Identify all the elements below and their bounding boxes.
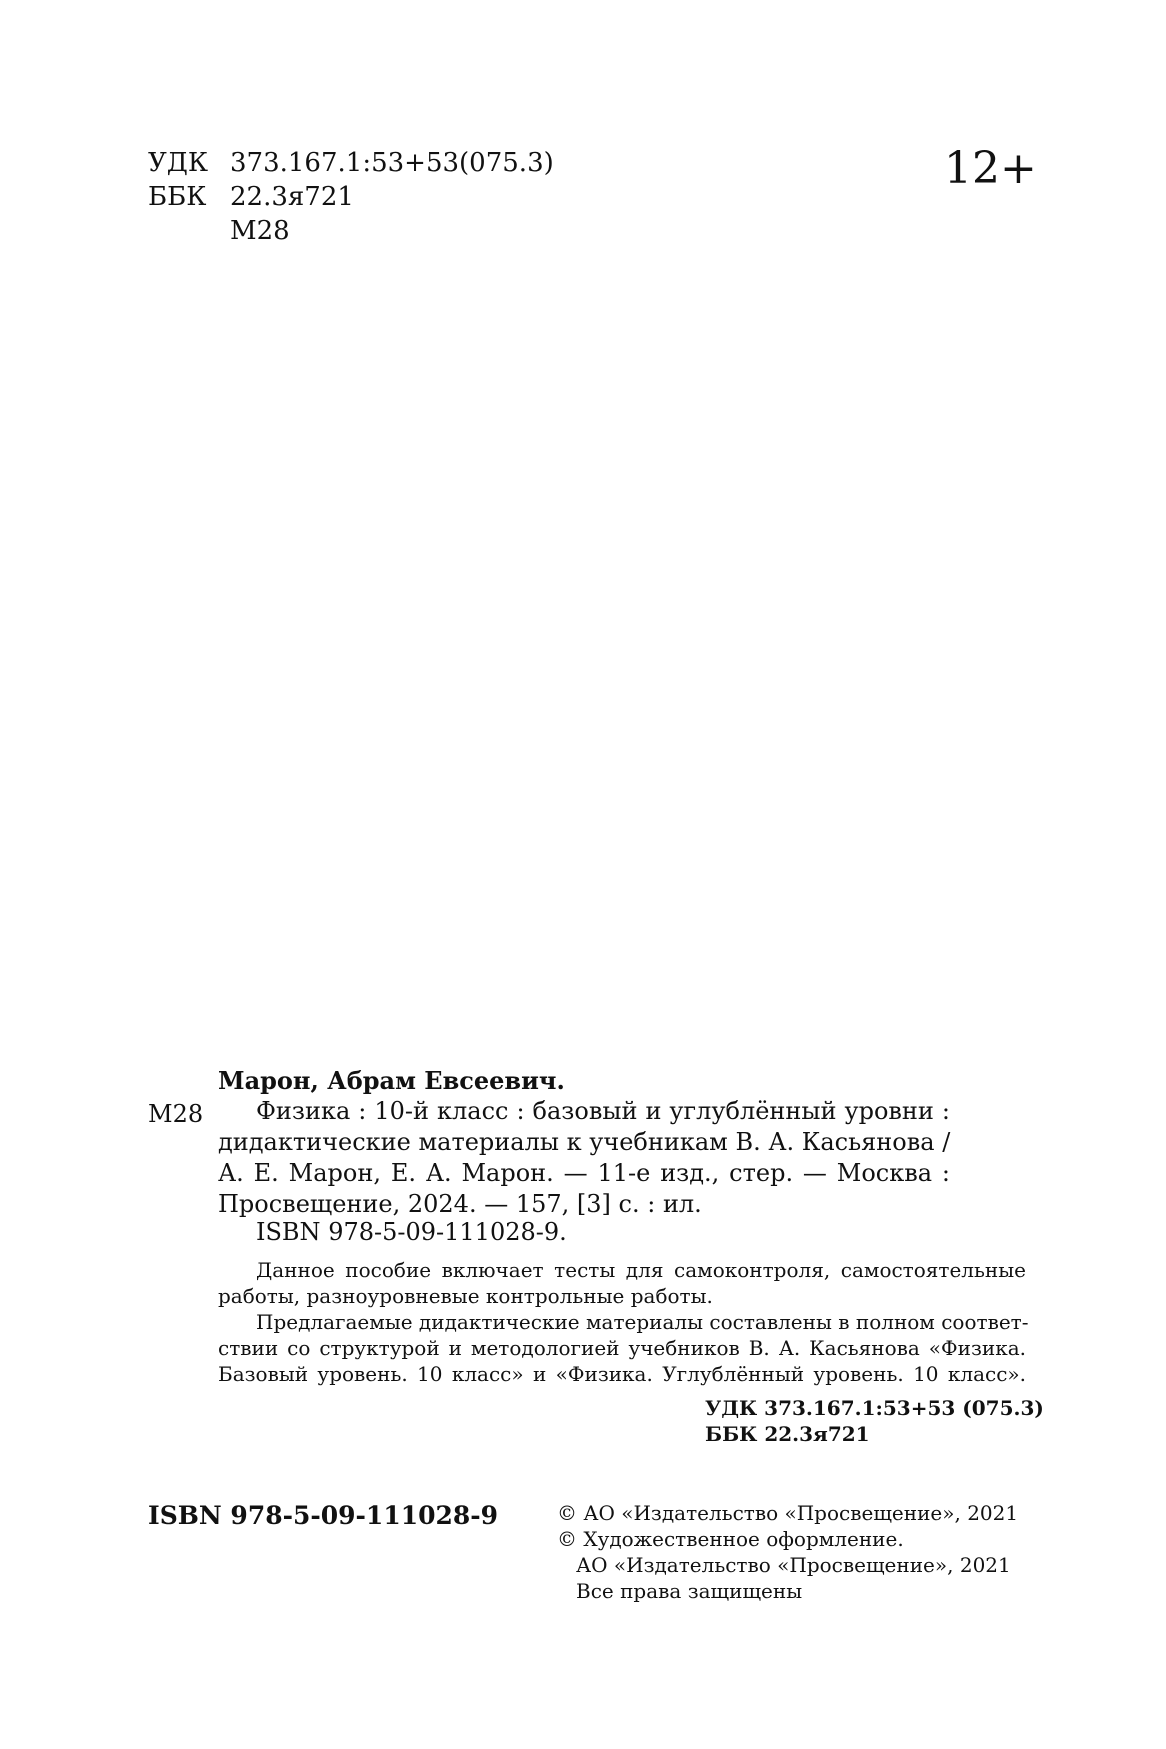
copyright-line: Все права защищены (576, 1579, 803, 1603)
record-line: Физика : 10-й класс : базовый и углублённый уровни : (256, 1097, 950, 1125)
bbk-label: ББК (148, 182, 207, 212)
bbk-value: 22.3я721 (230, 182, 354, 212)
annotation-line: работы, разноуровневые контрольные работы. (218, 1284, 713, 1308)
record-line: Просвещение, 2024. — 157, [3] с. : ил. (218, 1190, 702, 1218)
record-line: А. Е. Марон, Е. А. Марон. — 11-е изд., стер. — Москва : (218, 1159, 950, 1187)
age-rating: 12+ (944, 143, 1037, 194)
udk-label: УДК (148, 148, 209, 178)
copyright-block (557, 1500, 1018, 1604)
annotation-line: ствии со структурой и методологией учебников В. А. Касьянова «Физика. (218, 1336, 1026, 1360)
record-cutter: М28 (148, 1100, 204, 1128)
record-line: дидактические материалы к учебникам В. А. Касьянова / (218, 1128, 951, 1156)
record-author: Марон, Абрам Евсеевич. (218, 1066, 565, 1095)
annotation-line: Базовый уровень. 10 класс» и «Физика. Углублённый уровень. 10 класс». (218, 1362, 1026, 1386)
copyright-line: © АО «Издательство «Просвещение», 2021 (557, 1501, 1019, 1525)
bbk-top (148, 180, 354, 214)
annotation (218, 1257, 1029, 1387)
cutter-top: М28 (230, 216, 290, 246)
udk-bottom: УДК 373.167.1:53+53 (075.3) (705, 1396, 1044, 1420)
copyright-line: © Художественное оформление. (557, 1527, 904, 1551)
isbn-footer: ISBN 978-5-09-111028-9 (148, 1501, 499, 1530)
copyright-line: АО «Издательство «Просвещение», 2021 (576, 1553, 1011, 1577)
record-isbn: ISBN 978-5-09-111028-9. (256, 1218, 567, 1246)
record-description (218, 1096, 951, 1220)
bbk-bottom: ББК 22.3я721 (705, 1422, 870, 1446)
annotation-line: Предлагаемые дидактические материалы составлены в полном соответ- (256, 1310, 1029, 1334)
udk-top (148, 146, 554, 180)
annotation-line: Данное пособие включает тесты для самоконтроля, самостоятельные (256, 1258, 1026, 1282)
udk-value: 373.167.1:53+53(075.3) (230, 148, 554, 178)
